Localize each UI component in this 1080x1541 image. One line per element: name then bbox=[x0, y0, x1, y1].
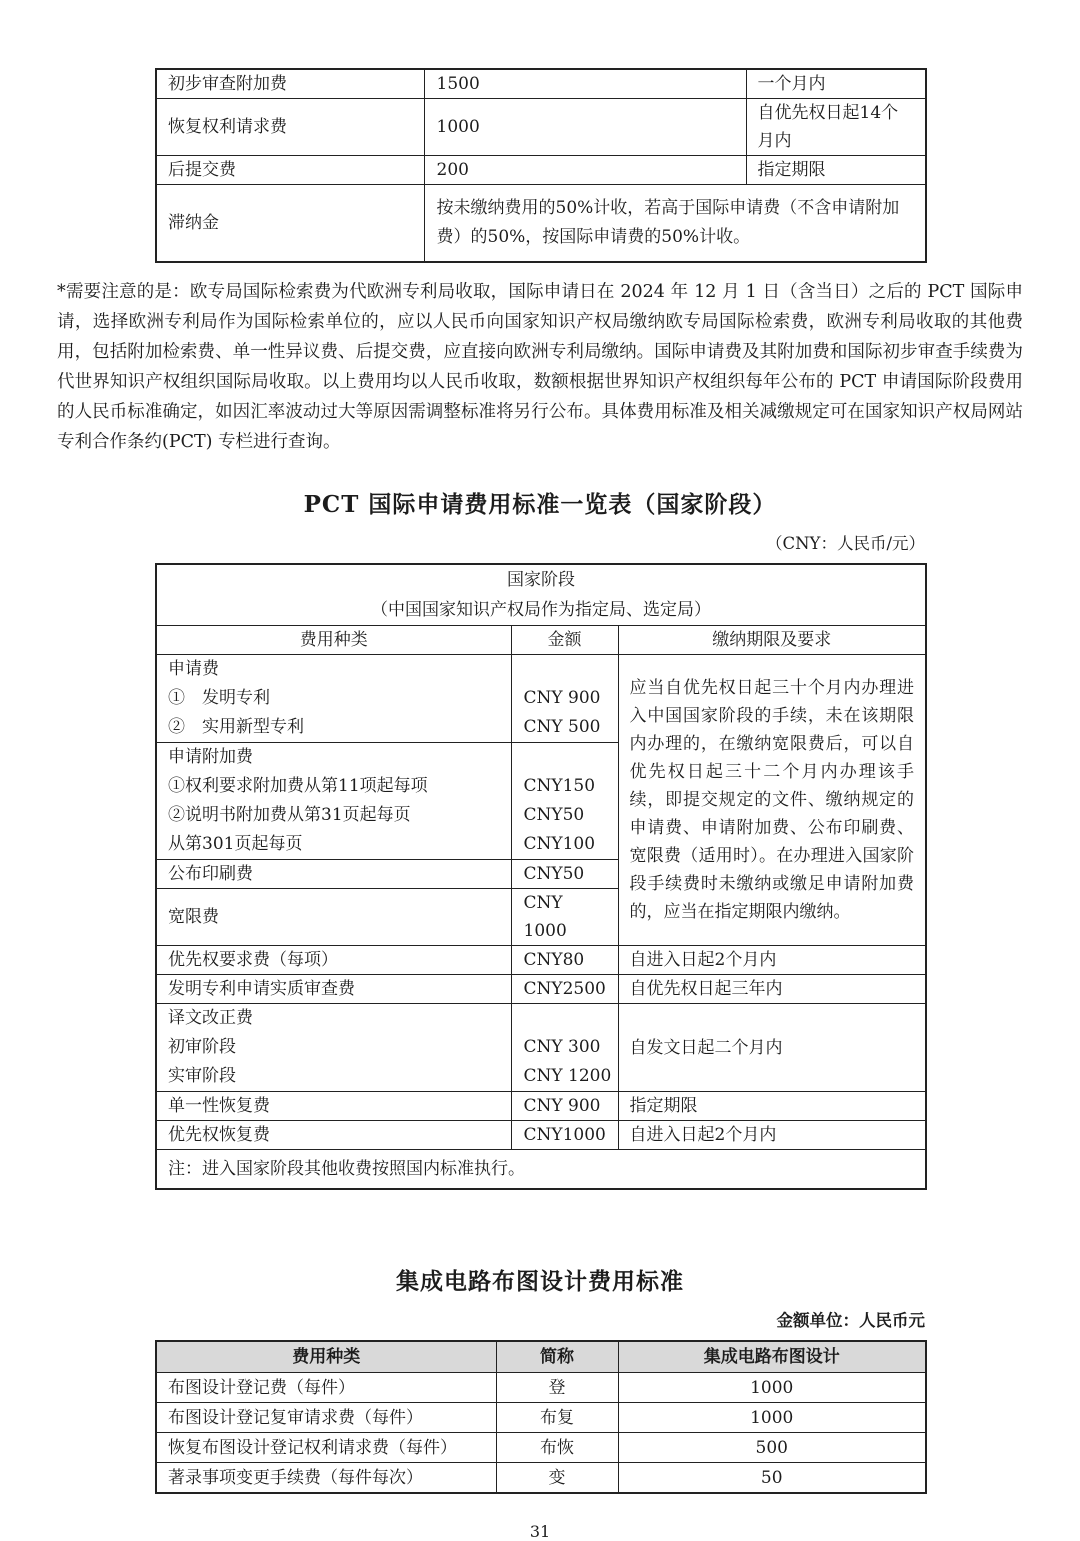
late-fee-note: 按未缴纳费用的50%计收，若高于国际申请费（不含申请附加费）的50%，按国际申请费的50%计收。 bbox=[424, 185, 926, 263]
footnote-paragraph: *需要注意的是：欧专局国际检索费为代欧洲专利局收取，国际申请日在 2024 年 12 月 1 日（含当日）之后的 PCT 国际申请，选择欧洲专利局作为国际检索单位的，应以人民币向国家知识产权局缴纳欧专局国际检索费，欧洲专利局收取的其他费用，包括附加检索费、单一性异议费、后提交费，应直接向欧洲专利局缴纳。国际申请费及其附加费和国际初步审查手续费为代世界知识产权组织国际局收取。以上费用均以人民币收取，数额根据世界知识产权组织每年公布的 PCT 申请国际阶段费用的人民币标准确定，如因汇率波动过大等原因需调整标准将另行公布。具体费用标准及相关减缴规定可在国家知识产权局网站专利合作条约(PCT) 专栏进行查询。 bbox=[57, 282, 1023, 452]
fee-amount: 1000 bbox=[618, 1403, 926, 1433]
fee-amount: CNY150 CNY50 CNY100 bbox=[511, 743, 618, 860]
fee-deadline: 指定期限 bbox=[746, 156, 926, 185]
table-footnote-row bbox=[156, 1150, 926, 1190]
pct-national-stage-title: PCT 国际申请费用标准一览表（国家阶段） bbox=[303, 491, 777, 518]
fee-name: 发明专利申请实质审查费 bbox=[156, 975, 511, 1004]
fee-amount: 500 bbox=[618, 1433, 926, 1463]
fee-amount: CNY 300 CNY 1200 bbox=[511, 1004, 618, 1092]
table-column-header-row bbox=[156, 626, 926, 655]
table-row bbox=[156, 156, 926, 185]
table-row bbox=[156, 1433, 926, 1463]
column-header-deadline: 缴纳期限及要求 bbox=[618, 626, 926, 655]
fee-deadline: 自优先权日起三年内 bbox=[618, 975, 926, 1004]
table-row bbox=[156, 1463, 926, 1494]
pct-national-stage-fee-table bbox=[155, 563, 927, 1190]
table-row bbox=[156, 69, 926, 99]
fee-name: 优先权恢复费 bbox=[156, 1121, 511, 1150]
table-row-substantive-exam-fee bbox=[156, 975, 926, 1004]
column-header-abbr: 简称 bbox=[496, 1341, 618, 1373]
table-row-application-fee bbox=[156, 655, 926, 743]
fee-name: 布图设计登记费（每件） bbox=[156, 1373, 496, 1403]
fee-deadline: 自进入日起2个月内 bbox=[618, 946, 926, 975]
table-footnote: 注：进入国家阶段其他收费按照国内标准执行。 bbox=[156, 1150, 926, 1190]
fee-amount: 200 bbox=[424, 156, 746, 185]
fee-name: 滞纳金 bbox=[156, 185, 424, 263]
table-row-translation-correction-fee bbox=[156, 1004, 926, 1092]
fee-deadline: 一个月内 bbox=[746, 69, 926, 99]
amount-unit-note: 金额单位：人民币元 bbox=[776, 1311, 925, 1330]
fee-amount: 1000 bbox=[618, 1373, 926, 1403]
fee-amount: CNY2500 bbox=[511, 975, 618, 1004]
fee-deadline: 自进入日起2个月内 bbox=[618, 1121, 926, 1150]
fee-name: 著录事项变更手续费（每件每次） bbox=[156, 1463, 496, 1494]
fee-amount: CNY 900 CNY 500 bbox=[511, 655, 618, 743]
fee-deadline: 自优先权日起14个月内 bbox=[746, 99, 926, 156]
fee-deadline: 指定期限 bbox=[618, 1092, 926, 1121]
fee-deadline: 自发文日起二个月内 bbox=[618, 1004, 926, 1092]
fee-abbr: 变 bbox=[496, 1463, 618, 1494]
column-header-amount: 集成电路布图设计 bbox=[618, 1341, 926, 1373]
deadline-long-note: 应当自优先权日起三十个月内办理进入中国国家阶段的手续，未在该期限内办理的，在缴纳宽限费后，可以自优先权日起三十二个月内办理该手续，即提交规定的文件、缴纳规定的申请费、申请附加费、公布印刷费、宽限费（适用时）。在办理进入国家阶段手续费时未缴纳或缴足申请附加费的，应当在指定期限内缴纳。 bbox=[618, 655, 926, 946]
ic-layout-fee-table bbox=[155, 1340, 927, 1494]
fee-abbr: 布复 bbox=[496, 1403, 618, 1433]
table-row bbox=[156, 1373, 926, 1403]
currency-unit-note: （CNY：人民币/元） bbox=[765, 534, 925, 553]
fee-abbr: 登 bbox=[496, 1373, 618, 1403]
fee-name: 宽限费 bbox=[156, 889, 511, 946]
table-row bbox=[156, 185, 926, 263]
table-row-priority-restoration-fee bbox=[156, 1121, 926, 1150]
fee-name: 初步审查附加费 bbox=[156, 69, 424, 99]
fee-amount: 50 bbox=[618, 1463, 926, 1494]
fee-name: 恢复布图设计登记权利请求费（每件） bbox=[156, 1433, 496, 1463]
fee-abbr: 布恢 bbox=[496, 1433, 618, 1463]
fee-name: 恢复权利请求费 bbox=[156, 99, 424, 156]
stage-header-line2: （中国国家知识产权局作为指定局、选定局） bbox=[371, 600, 711, 620]
page-number: 31 bbox=[529, 1522, 551, 1541]
fee-name: 公布印刷费 bbox=[156, 860, 511, 889]
table-row bbox=[156, 1403, 926, 1433]
fee-amount: 1000 bbox=[424, 99, 746, 156]
column-header-fee: 费用种类 bbox=[156, 626, 511, 655]
fee-name: 布图设计登记复审请求费（每件） bbox=[156, 1403, 496, 1433]
fee-name: 译文改正费 初审阶段 实审阶段 bbox=[156, 1004, 511, 1092]
table-row-unity-restoration-fee bbox=[156, 1092, 926, 1121]
international-stage-fee-table bbox=[155, 68, 927, 263]
fee-name: 单一性恢复费 bbox=[156, 1092, 511, 1121]
stage-header-line1: 国家阶段 bbox=[507, 570, 575, 590]
table-row bbox=[156, 99, 926, 156]
fee-amount: CNY 900 bbox=[511, 1092, 618, 1121]
fee-amount: 1500 bbox=[424, 69, 746, 99]
table-header-merged bbox=[156, 564, 926, 626]
column-header-amount: 金额 bbox=[511, 626, 618, 655]
fee-amount: CNY 1000 bbox=[511, 889, 618, 946]
fee-amount: CNY1000 bbox=[511, 1121, 618, 1150]
ic-layout-fee-title: 集成电路布图设计费用标准 bbox=[396, 1268, 684, 1295]
table-row-priority-claim-fee bbox=[156, 946, 926, 975]
fee-amount: CNY50 bbox=[511, 860, 618, 889]
fee-name: 申请附加费 ①权利要求附加费从第11项起每项 ②说明书附加费从第31页起每页 从第301页起每页 bbox=[156, 743, 511, 860]
fee-name: 后提交费 bbox=[156, 156, 424, 185]
fee-name: 申请费 ① 发明专利 ② 实用新型专利 bbox=[156, 655, 511, 743]
table-column-header-row bbox=[156, 1341, 926, 1373]
column-header-fee: 费用种类 bbox=[156, 1341, 496, 1373]
fee-amount: CNY80 bbox=[511, 946, 618, 975]
fee-name: 优先权要求费（每项） bbox=[156, 946, 511, 975]
